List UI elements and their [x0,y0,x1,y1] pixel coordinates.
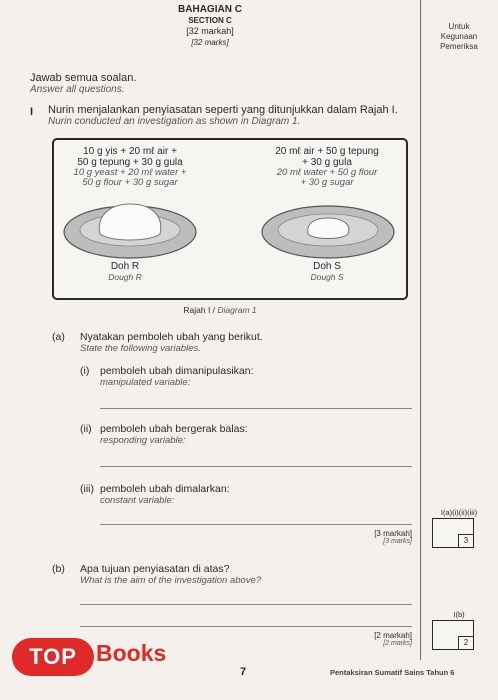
dough-s-ingredients-en1: 20 mℓ water + 50 g flour [276,167,378,178]
answer-line-b-1[interactable] [80,604,412,605]
dough-r-name-en: Dough R [108,272,142,282]
dough-r-ingredients-en2: 50 g flour + 30 g sugar [82,177,178,188]
dough-r-label [60,262,190,282]
part-a-i-en: manipulated variable: [100,377,191,388]
part-a-marks-ms: [3 markah] [374,529,412,538]
part-b-score-box[interactable] [432,620,474,650]
part-b-max-score: 2 [458,636,473,649]
dough-r-ingredients-ms2: 50 g tepung + 30 g gula [77,157,183,168]
part-b-marks-ms: [2 markah] [374,631,412,640]
section-marks: [32 markah] [186,26,234,36]
dough-s-ingredients-ms2: + 30 g gula [302,157,352,168]
dough-s-ingredients [252,146,402,188]
dough-s-ingredients-ms1: 20 mℓ air + 50 g tepung [275,146,379,157]
answer-line-a-iii[interactable] [100,524,412,525]
part-a-iii-text [100,484,230,506]
answer-line-a-i[interactable] [100,408,412,409]
dough-r-ingredients-en1: 10 g yeast + 20 mℓ water + [73,167,187,178]
part-b-marks-en: [2 marks] [383,640,412,647]
section-header [0,4,420,48]
part-a-box-label: I(a)(i)(ii)(iii) [440,508,478,517]
answer-line-b-2[interactable] [80,626,412,627]
dough-s-name-en: Dough S [310,272,344,282]
page-number: 7 [240,666,247,678]
question-stem-en: Nurin conducted an investigation as shown in Diagram 1. [48,116,301,127]
part-b-stem-en: What is the aim of the investigation above? [80,575,262,586]
dough-s-ingredients-en2: + 30 g sugar [300,177,354,188]
part-b-stem [80,564,261,586]
topbooks-logo-top: TOP [12,638,94,676]
diagram-caption-ms: Rajah I [183,305,211,315]
examiner-use-line2: Kegunaan [440,32,478,41]
part-a-ii-num: (ii) [80,423,92,435]
instructions-en: Answer all questions. [30,84,125,95]
part-a-ii-ms: pemboleh ubah bergerak balas: [100,423,248,435]
part-a-i-text [100,366,254,388]
section-marks-en: [32 marks] [191,38,229,47]
dough-r-ingredients [60,146,200,188]
plate-dough-r [64,204,196,258]
question-stem [48,104,398,128]
part-a-stem-ms: Nyatakan pemboleh ubah yang berikut. [80,331,263,343]
dough-r-name: Doh R [110,261,140,272]
topbooks-logo-books: Books [96,640,167,666]
part-a-iii-ms: pemboleh ubah dimalarkan: [100,483,230,495]
examiner-use-line3: Pemeriksa [440,42,478,51]
dough-s-name: Doh S [313,261,341,272]
examiner-use-line1: Untuk [448,22,470,31]
part-a-ii-en: responding variable: [100,435,186,446]
diagram-caption-en: Diagram 1 [217,305,257,315]
part-b-box-label: I(b) [453,610,465,619]
question-stem-ms: Nurin menjalankan penyiasatan seperti yang ditunjukkan dalam Rajah I. [48,104,398,116]
part-a-stem-en: State the following variables. [80,343,201,354]
part-a-max-score: 3 [458,534,473,547]
part-b-stem-ms: Apa tujuan penyiasatan di atas? [80,563,230,575]
answer-line-a-ii[interactable] [100,466,412,467]
part-a-ii-text [100,424,248,446]
part-a-score-box[interactable] [432,518,474,548]
section-title-en: SECTION C [188,16,232,25]
examiner-margin-line [420,0,421,660]
dough-s-label [262,262,392,282]
dough-s-shape [308,218,349,239]
instructions [30,72,136,96]
part-b-label: (b) [52,563,65,575]
instructions-ms: Jawab semua soalan. [30,72,137,84]
examiner-use-header [420,22,498,52]
part-a-marks-en: [3 marks] [383,538,412,545]
part-a-iii-num: (iii) [80,483,94,495]
part-a-stem [80,332,263,354]
dough-plates-illustration [60,196,400,264]
part-a-iii-en: constant variable: [100,495,175,506]
diagram-caption: Rajah I / Diagram 1 [183,305,257,315]
part-b-marks [330,632,412,648]
part-a-i-num: (i) [80,365,90,377]
footer-title: Pentaksiran Sumatif Sains Tahun 6 [330,668,455,677]
plate-dough-s [262,206,394,258]
dough-r-ingredients-ms1: 10 g yis + 20 mℓ air + [83,146,177,157]
part-a-marks [330,530,412,546]
part-a-i-ms: pemboleh ubah dimanipulasikan: [100,365,254,377]
question-number: I [30,106,34,118]
section-title: BAHAGIAN C [178,4,242,15]
part-a-label: (a) [52,331,65,343]
